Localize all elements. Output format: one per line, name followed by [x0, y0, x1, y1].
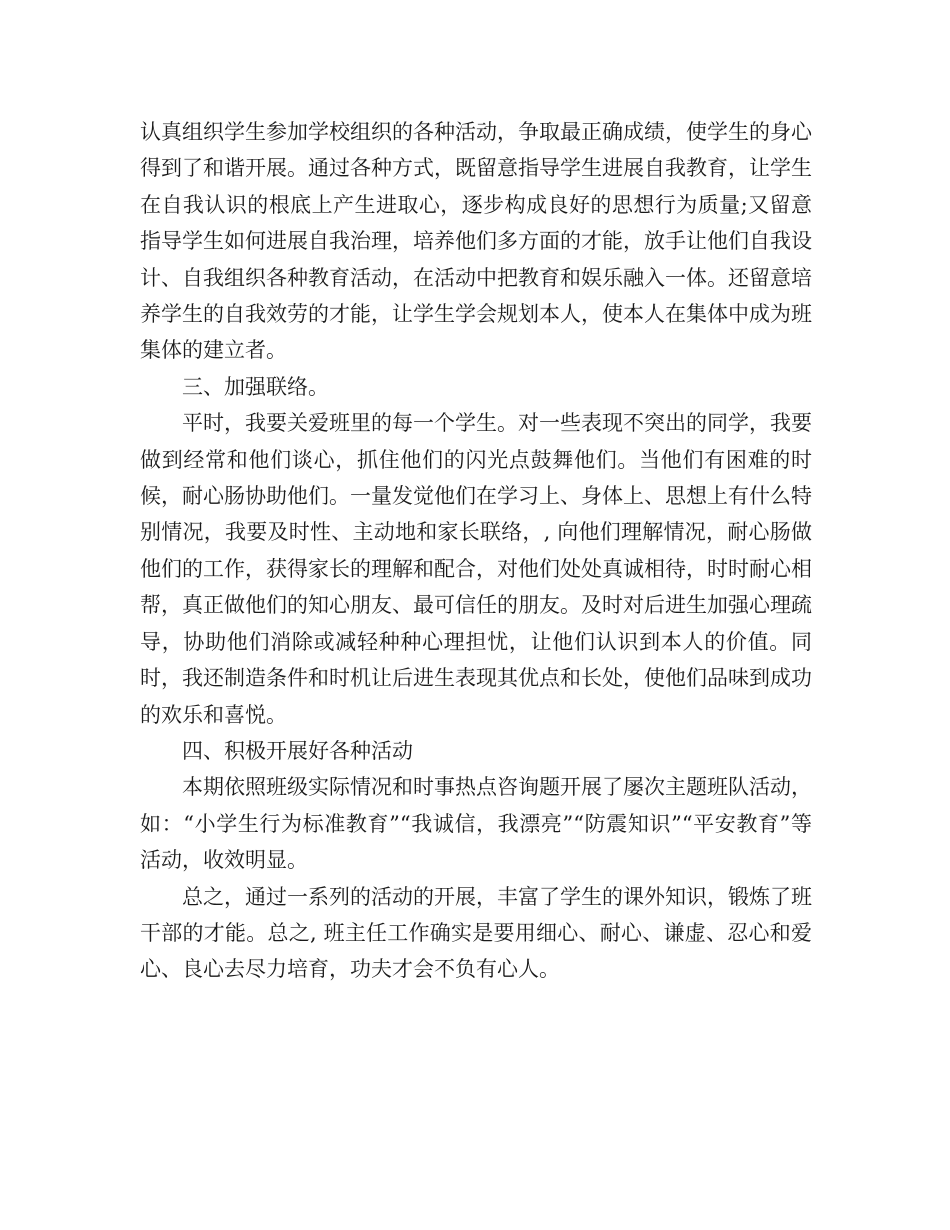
paragraph-summary: 总之，通过一系列的活动的开展，丰富了学生的课外知识，锻炼了班干部的才能。总之, 班主任工作确实是要用细心、耐心、谦虚、忍心和爱心、良心去尽力培育，功夫才会不负有心人。: [140, 884, 812, 982]
section-heading-events: 四、积极开展好各种活动: [182, 738, 413, 763]
paragraph-contact: 平时，我要关爱班里的每一个学生。对一些表现不突出的同学，我要做到经常和他们谈心，抓住他们的闪光点鼓舞他们。当他们有困难的时候，耐心肠协助他们。一量发觉他们在学习上、身体上、思想上有什么特别情况，我要及时性、主动地和家长联络，, 向他们理解情况，耐心肠做他们的工作，获得家长的理解和配合，对他们处处真诚相待，时时耐心相帮，真正做他们的知心朋友、最可信任的朋友。及时对后进生加强心理疏导，协助他们消除或减轻种种心理担忧，让他们认识到本人的价值。同时，我还制造条件和时机让后进生表现其优点和长处，使他们品味到成功的欢乐和喜悦。: [140, 411, 812, 727]
paragraph-events: 本期依照班级实际情况和时事热点咨询题开展了屡次主题班队活动，如：“小学生行为标准教育”“我诚信，我漂亮”“防震知识”“平安教育”等活动，收效明显。: [140, 775, 812, 873]
document-body: [140, 114, 812, 988]
paragraph-activities: 认真组织学生参加学校组织的各种活动，争取最正确成绩，使学生的身心得到了和谐开展。通过各种方式，既留意指导学生进展自我教育，让学生在自我认识的根底上产生进取心，逐步构成良好的思想行为质量;又留意指导学生如何进展自我治理，培养他们多方面的才能，放手让他们自我设计、自我组织各种教育活动，在活动中把教育和娱乐融入一体。还留意培养学生的自我效劳的才能，让学生学会规划本人，使本人在集体中成为班集体的建立者。: [140, 120, 812, 363]
section-heading-contact: 三、加强联络。: [182, 374, 329, 399]
